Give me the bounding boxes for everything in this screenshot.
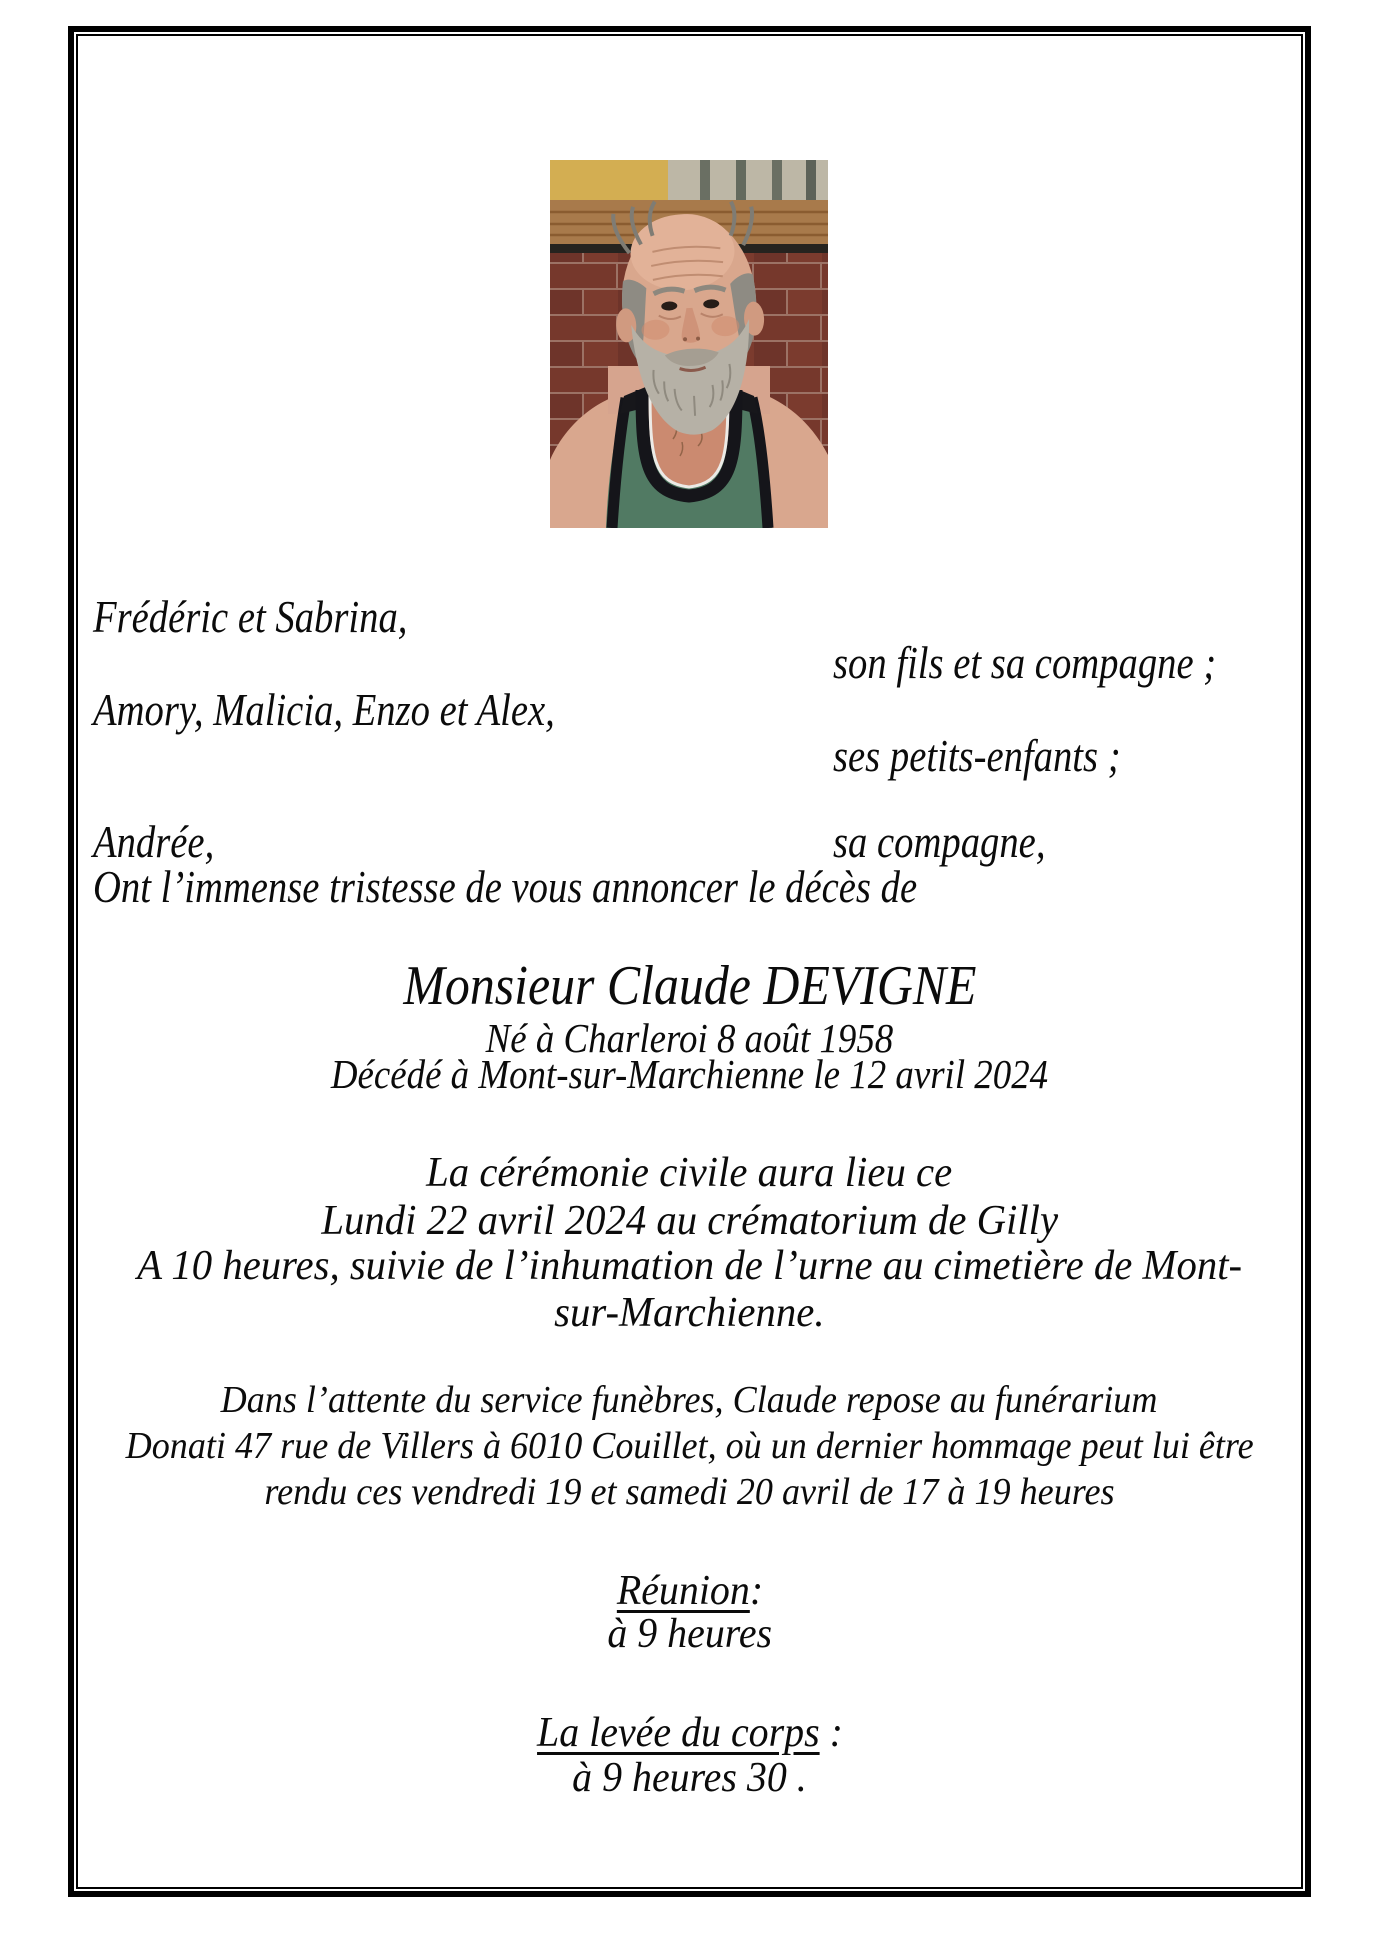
reunion-time: à 9 heures <box>607 1611 772 1657</box>
funerarium-line-1: Dans l’attente du service funèbres, Claude repose au funérarium <box>221 1379 1158 1421</box>
levee-heading: La levée du corps : <box>536 1710 843 1756</box>
funerarium-line-2: Donati 47 rue de Villers à 6010 Couillet, où un dernier hommage peut lui être <box>125 1425 1254 1467</box>
portrait-photo <box>550 160 828 528</box>
intro-line: Ont l’immense tristesse de vous annoncer le décès de <box>93 861 918 912</box>
ceremony-line-1: La cérémonie civile aura lieu ce <box>426 1150 953 1196</box>
reunion-heading: Réunion: <box>616 1568 763 1614</box>
ceremony-line-3: A 10 heures, suivie de l’inhumation de l’urne au cimetière de Mont- <box>136 1243 1242 1289</box>
birth-line: Né à Charleroi 8 août 1958 <box>485 1015 894 1061</box>
family-name-line-3: Andrée, <box>93 816 215 867</box>
family-name-line-2: Amory, Malicia, Enzo et Alex, <box>93 684 555 735</box>
relation-line-1: son fils et sa compagne ; <box>833 637 1217 688</box>
funerarium-line-3: rendu ces vendredi 19 et samedi 20 avril de 17 à 19 heures <box>264 1471 1115 1513</box>
relation-line-2: ses petits-enfants ; <box>833 730 1121 781</box>
ceremony-line-4: sur-Marchienne. <box>554 1290 825 1336</box>
levee-time: à 9 heures 30 . <box>572 1755 807 1801</box>
death-line: Décédé à Mont-sur-Marchienne le 12 avril 2024 <box>330 1051 1049 1097</box>
relation-line-3: sa compagne, <box>833 816 1046 867</box>
deceased-name-line: Monsieur Claude DEVIGNE <box>402 955 977 1017</box>
ceremony-line-2: Lundi 22 avril 2024 au crématorium de Gilly <box>321 1198 1058 1244</box>
portrait-photo-drawing <box>550 160 828 528</box>
family-name-line-1: Frédéric et Sabrina, <box>93 591 408 642</box>
